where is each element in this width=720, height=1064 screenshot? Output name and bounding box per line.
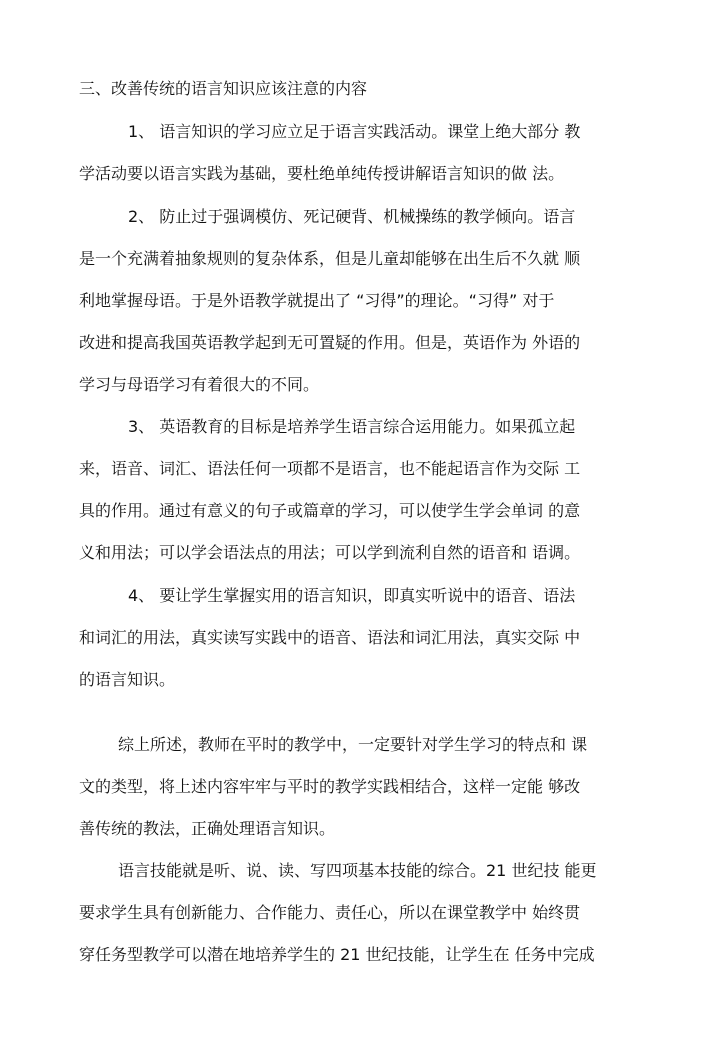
paragraph-2-line-1: 2、 防止过于强调模仿、死记硬背、机械操练的教学倾向。语言 (128, 207, 576, 226)
paragraph-3-line-3: 具的作用。通过有意义的句子或篇章的学习，可以使学生学会单词 的意 (79, 501, 581, 520)
skills-line-3: 穿任务型教学可以潜在地培养学生的 21 世纪技能，让学生在 任务中完成 (79, 945, 595, 964)
summary-line-2: 文的类型，将上述内容牢牢与平时的教学实践相结合，这样一定能 够改 (79, 777, 581, 796)
skills-line-1: 语言技能就是听、说、读、写四项基本技能的综合。21 世纪技 能更 (118, 861, 597, 880)
paragraph-2-line-2: 是一个充满着抽象规则的复杂体系，但是儿童却能够在出生后不久就 顺 (79, 249, 581, 268)
paragraph-2-line-4: 改进和提高我国英语教学起到无可置疑的作用。但是，英语作为 外语的 (79, 333, 581, 352)
skills-line-2: 要求学生具有创新能力、合作能力、责任心，所以在课堂教学中 始终贯 (79, 903, 581, 922)
paragraph-3-line-2: 来，语音、词汇、语法任何一项都不是语言，也不能起语言作为交际 工 (79, 459, 581, 478)
section-heading: 三、改善传统的语言知识应该注意的内容 (79, 79, 368, 98)
paragraph-4-line-2: 和词汇的用法，真实读写实践中的语音、语法和词汇用法，真实交际 中 (79, 628, 581, 647)
paragraph-2-line-5: 学习与母语学习有着很大的不同。 (79, 375, 320, 394)
paragraph-1-line-1: 1、 语言知识的学习应立足于语言实践活动。课堂上绝大部分 教 (128, 122, 581, 141)
paragraph-4-line-3: 的语言知识。 (79, 670, 176, 689)
paragraph-1-line-2: 学活动要以语言实践为基础，要杜绝单纯传授讲解语言知识的做 法。 (79, 164, 565, 183)
paragraph-3-line-4: 义和用法；可以学会语法点的用法；可以学到流利自然的语音和 语调。 (79, 543, 581, 562)
summary-line-3: 善传统的教法，正确处理语言知识。 (79, 819, 336, 838)
paragraph-2-line-3: 利地掌握母语。于是外语教学就提出了 “习得”的理论。“习得” 对于 (79, 291, 555, 310)
summary-line-1: 综上所述，教师在平时的教学中，一定要针对学生学习的特点和 课 (118, 735, 588, 754)
paragraph-4-line-1: 4、 要让学生掌握实用的语言知识，即真实听说中的语音、语法 (128, 586, 576, 605)
paragraph-3-line-1: 3、 英语教育的目标是培养学生语言综合运用能力。如果孤立起 (128, 417, 576, 436)
